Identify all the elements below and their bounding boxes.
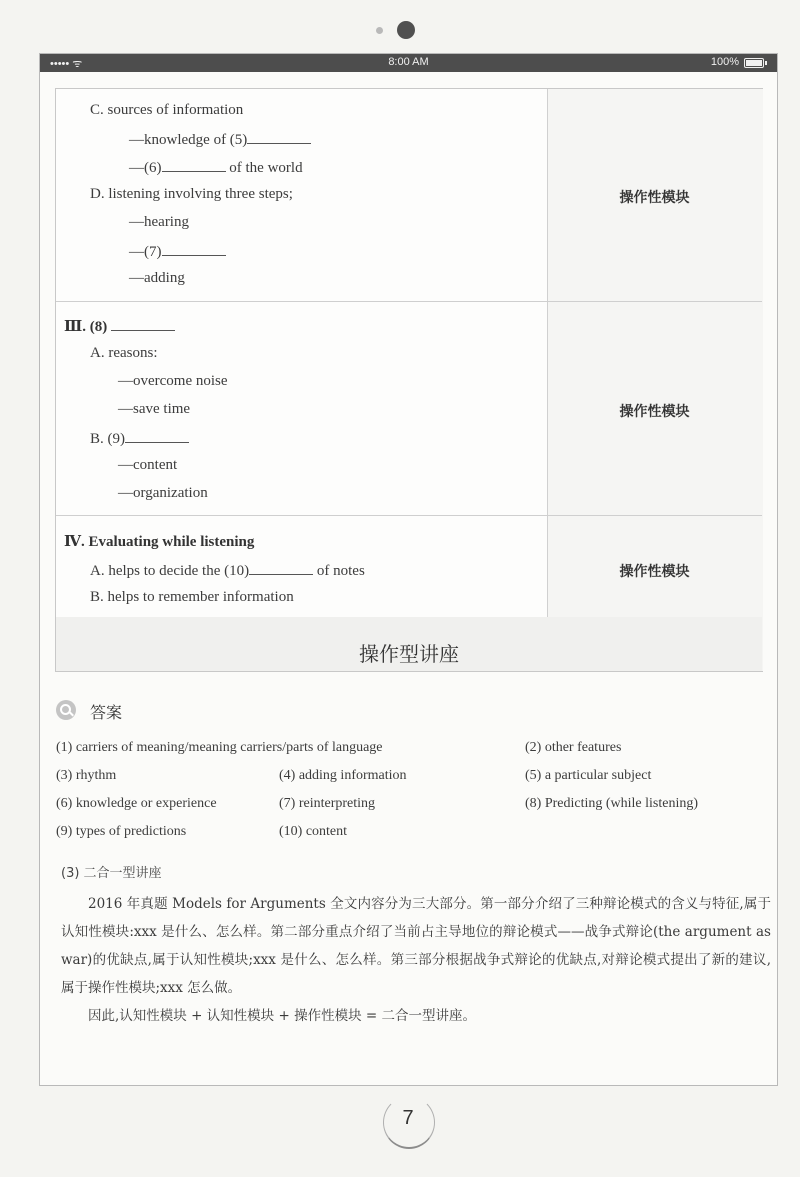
answer-item: (2) other features — [525, 740, 622, 755]
body-paragraph: 因此,认知性模块 + 认知性模块 + 操作性模块 = 二合一型讲座。 — [88, 1008, 476, 1024]
outline-line: —knowledge of (5) — [129, 130, 311, 149]
outline-line: A. helps to decide the (10) of notes — [90, 563, 365, 579]
outline-line: C. sources of information — [90, 102, 244, 118]
status-bar — [40, 54, 777, 72]
module-column — [547, 89, 763, 671]
answer-item: (5) a particular subject — [525, 768, 652, 783]
module-label: 操作性模块 — [619, 564, 690, 580]
answer-blank — [125, 429, 189, 443]
lecture-type-label: 操作型讲座 — [359, 642, 459, 666]
outline-line: —save time — [118, 401, 191, 417]
outline-line: B. helps to remember information — [90, 589, 294, 605]
answer-blank — [111, 317, 175, 331]
answer-item: (3) rhythm — [56, 768, 117, 783]
answer-blank — [162, 242, 226, 256]
outline-table — [55, 88, 763, 672]
answer-blank — [162, 158, 226, 172]
module-label: 操作性模块 — [619, 404, 690, 420]
outline-line: —overcome noise — [118, 373, 228, 389]
module-label: 操作性模块 — [619, 190, 690, 206]
answer-item: (4) adding information — [279, 768, 407, 783]
device-screen — [39, 53, 778, 1086]
answer-item: (8) Predicting (while listening) — [525, 796, 699, 811]
answer-blank — [247, 130, 311, 144]
outline-line: —hearing — [129, 214, 189, 230]
page-number: 7 — [402, 1107, 414, 1129]
camera-dot-small — [376, 27, 383, 34]
battery-icon — [744, 58, 764, 68]
answer-item: (9) types of predictions — [56, 824, 187, 839]
battery-percent: 100% — [710, 56, 739, 68]
outline-line: A. reasons: — [90, 345, 158, 361]
outline-line: —(6) of the world — [129, 160, 303, 176]
outline-heading: Ⅳ. Evaluating while listening — [64, 534, 255, 550]
outline-line: —content — [118, 457, 178, 473]
row-divider — [56, 515, 762, 516]
answer-item: (1) carriers of meaning/meaning carriers/parts of language — [56, 740, 383, 755]
outline-line: —(7) — [129, 242, 226, 261]
camera-dot — [397, 21, 415, 39]
body-paragraph: 2016 年真题 Models for Arguments 全文内容分为三大部分。第一部分介绍了三种辩论模式的含义与特征,属于认知性模块:xxx 是什么、怎么样。第二部分重点介绍了当前占主导地位的辩论模式——战争式辩论(the argument as war)的优缺点,属于认知性模块;xxx 是什么、怎么样。第三部分根据战争式辩论的优缺点,对辩论模式提出了新的建议,属于操作性模块;xxx 怎么做。 — [61, 896, 771, 996]
outline-line: B. (9) — [90, 429, 189, 448]
answers-title: 答案 — [90, 703, 123, 722]
row-divider — [56, 301, 762, 302]
answer-item: (7) reinterpreting — [279, 796, 376, 811]
outline-heading: Ⅲ. (8) — [64, 317, 175, 336]
section-heading: (3) 二合一型讲座 — [61, 866, 162, 881]
outline-line: D. listening involving three steps; — [90, 186, 293, 202]
signal-icon: ••••• ᯤ — [50, 58, 83, 70]
outline-line: —organization — [118, 485, 208, 501]
answer-item: (10) content — [279, 824, 348, 839]
answer-item: (6) knowledge or experience — [56, 796, 217, 811]
search-icon — [56, 700, 76, 720]
battery-tip-icon — [765, 61, 767, 65]
answer-blank — [249, 561, 313, 575]
outline-line: —adding — [129, 270, 185, 286]
status-time: 8:00 AM — [388, 56, 429, 68]
